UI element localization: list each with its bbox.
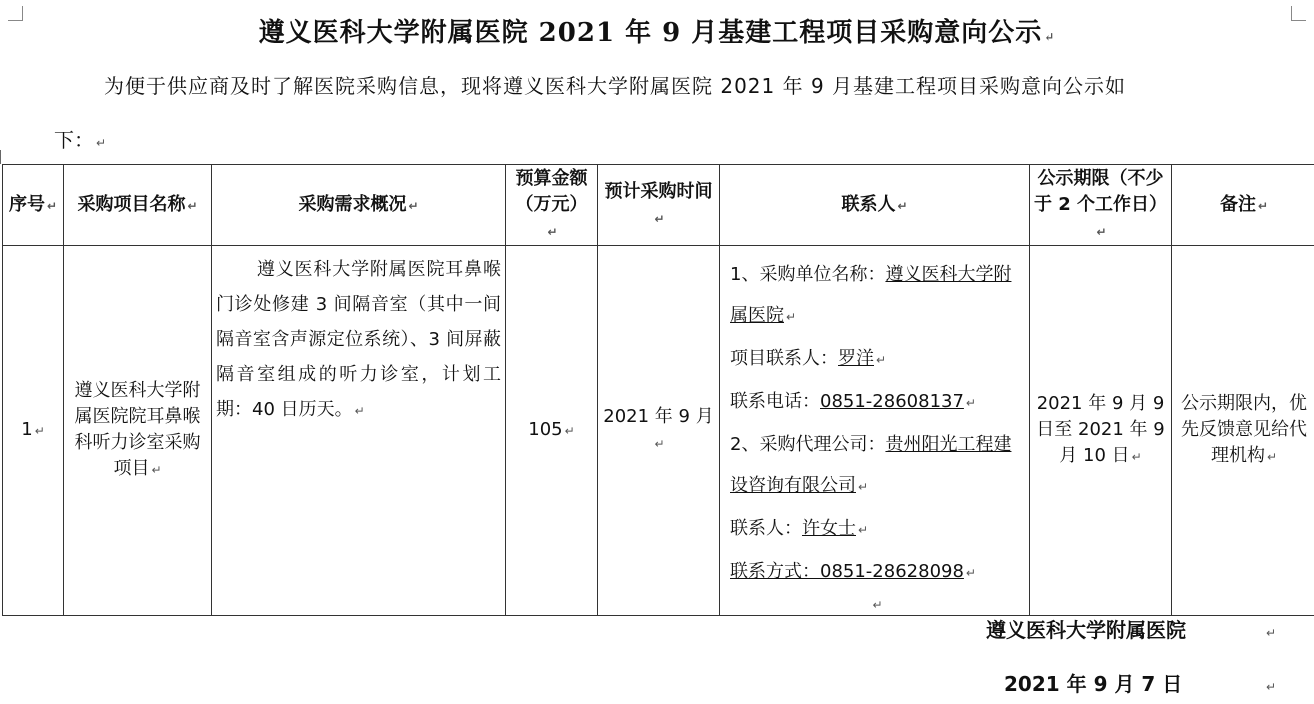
procurement-table (2, 164, 1314, 616)
header-seq: 序号 ↵ (3, 165, 64, 246)
paragraph-mark: ↵ (1266, 626, 1277, 640)
header-contact: 联系人 ↵ (720, 165, 1030, 246)
cell-contact: 1、采购单位名称：遵义医科大学附属医院 ↵ 项目联系人：罗洋 ↵ 联系电话：0851-28608137 ↵ 2、采购代理公司：贵州阳光工程建设咨询有限公司 ↵ 联系人：许女士 ↵ 联系方式：0851-28628098 ↵ ↵ (720, 246, 1030, 616)
header-period: 公示期限（不少于 2 个工作日）↵ (1030, 165, 1172, 246)
signature-organization: 遵义医科大学附属医院 (986, 618, 1186, 642)
contact-unit: 1、采购单位名称：遵义医科大学附属医院 ↵ (730, 264, 1012, 326)
margin-tick (0, 150, 1, 164)
cell-seq: 1 ↵ (3, 246, 64, 616)
contact-phone: 联系电话：0851-28608137 ↵ (730, 391, 976, 412)
contact-agent: 联系人：许女士 ↵ (730, 518, 869, 539)
contact-agency: 2、采购代理公司：贵州阳光工程建设咨询有限公司 ↵ (730, 434, 1012, 496)
cell-remark: 公示期限内，优先反馈意见给代理机构 ↵ (1172, 246, 1314, 616)
header-budget: 预算金额（万元）↵ (506, 165, 598, 246)
cell-project-name: 遵义医科大学附属医院院耳鼻喉科听力诊室采购项目 ↵ (64, 246, 212, 616)
signature-date: 2021 年 9 月 7 日 (1004, 672, 1183, 696)
table-row (3, 246, 1314, 616)
intro-line-2: 下： ↵ (54, 128, 107, 152)
header-remark: 备注 ↵ (1172, 165, 1314, 246)
paragraph-mark: ↵ (1266, 680, 1277, 694)
document-title: 遵义医科大学附属医院 2021 年 9 月基建工程项目采购意向公示 ↵ (258, 18, 1056, 48)
paragraph-mark: ↵ (1044, 30, 1056, 44)
header-project-name: 采购项目名称 ↵ (64, 165, 212, 246)
cell-budget: 105 ↵ (506, 246, 598, 616)
cell-requirements: 遵义医科大学附属医院耳鼻喉门诊处修建 3 间隔音室（其中一间隔音室含声源定位系统）、3 间屏蔽隔音室组成的听力诊室，计划工期：40 日历天。 ↵ (212, 246, 506, 616)
header-requirements: 采购需求概况 ↵ (212, 165, 506, 246)
table-header-row (3, 165, 1314, 246)
intro-line-1: 为便于供应商及时了解医院采购信息，现将遵义医科大学附属医院 2021 年 9 月基建工程项目采购意向公示如 (104, 74, 1127, 98)
cell-time: 2021 年 9 月↵ (598, 246, 720, 616)
cell-period: 2021 年 9 月 9 日至 2021 年 9 月 10 日 ↵ (1030, 246, 1172, 616)
contact-person: 项目联系人：罗洋 ↵ (730, 348, 887, 369)
header-time: 预计采购时间↵ (598, 165, 720, 246)
contact-agent-phone: 联系方式：0851-28628098 ↵ (730, 561, 976, 582)
